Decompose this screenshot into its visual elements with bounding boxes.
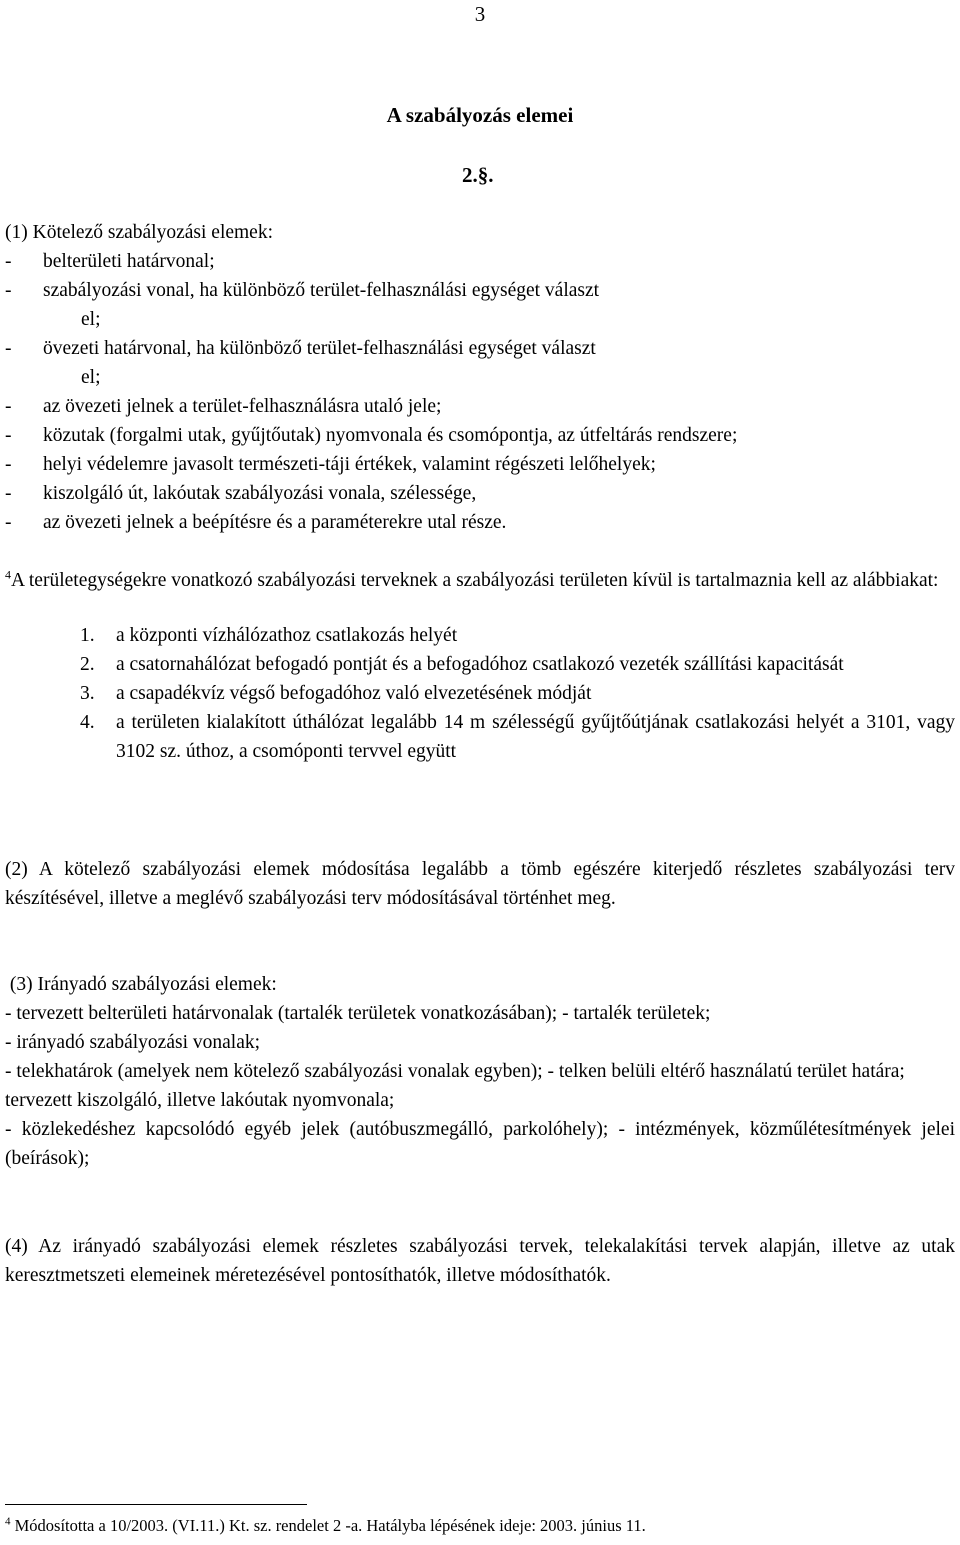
section-title: A szabályozás elemei <box>386 103 574 127</box>
list-dash: - <box>5 425 12 446</box>
list-item <box>5 276 955 305</box>
guideline-line: - tervezett belterületi határvonalak (tartalék területek vonatkozásában); - tartalék területek; <box>5 1003 711 1024</box>
guideline-line: - közlekedéshez kapcsolódó egyéb jelek (autóbuszmegálló, parkolóhely); - intézmények, közműlétesítmények jelei (beírások); <box>5 1119 955 1169</box>
footnote-ref-marker: 4 <box>5 567 11 582</box>
paragraph-1-heading: (1) Kötelező szabályozási elemek: <box>5 222 274 243</box>
paragraph-1 <box>5 218 955 537</box>
note-4-block <box>5 566 955 766</box>
numbered-list <box>5 621 955 766</box>
footnote-text: Módosította a 10/2003. (VI.11.) Kt. sz. rendelet 2 -a. Hatályba lépésének ideje: 2003. június 11. <box>10 1516 646 1535</box>
list-item-text: szabályozási vonal, ha különböző terület-felhasználási egységet választ <box>43 280 600 301</box>
list-item-text: az övezeti jelnek a beépítésre és a paraméterekre utal része. <box>43 512 507 533</box>
footnote-marker: 4 <box>5 1515 11 1528</box>
numbered-item <box>5 621 955 650</box>
guideline-line: - telekhatárok (amelyek nem kötelező szabályozási vonalak egyben); - telken belüli eltérő használatú terület határa; <box>5 1061 905 1082</box>
list-dash: - <box>5 338 12 359</box>
note-4-text: A területegységekre vonatkozó szabályozási terveknek a szabályozási területen kívül is tartalmaznia kell az alábbiakat: <box>11 570 939 591</box>
list-item-text: övezeti határvonal, ha különböző terület-felhasználási egységet választ <box>43 338 596 359</box>
list-item-text: közutak (forgalmi utak, gyűjtőutak) nyomvonala és csomópontja, az útfeltárás rendszere; <box>43 425 738 446</box>
paragraph-2: (2) A kötelező szabályozási elemek módosítása legalább a tömb egészére kiterjedő részletes szabályozási terv készítésével, illetve a meglévő szabályozási terv módosításával történhet meg. <box>5 859 955 909</box>
guideline-line: tervezett kiszolgáló, illetve lakóutak nyomvonala; <box>5 1090 395 1111</box>
list-item <box>5 392 955 421</box>
list-item-text: helyi védelemre javasolt természeti-táji értékek, valamint régészeti lelőhelyek; <box>43 454 656 475</box>
list-item-text: kiszolgáló út, lakóutak szabályozási vonala, szélessége, <box>43 483 477 504</box>
list-dash: - <box>5 483 12 504</box>
note-4-intro <box>5 566 955 595</box>
list-item-text: belterületi határvonal; <box>43 251 215 272</box>
numbered-item <box>5 679 955 708</box>
mandatory-elements-list <box>5 247 955 537</box>
footnote <box>5 1515 646 1537</box>
paragraph-3 <box>5 970 955 1173</box>
item-number: 1. <box>80 625 95 646</box>
list-dash: - <box>5 280 12 301</box>
item-number: 4. <box>80 712 95 733</box>
list-item <box>5 508 955 537</box>
numbered-item <box>5 650 955 679</box>
list-item-continuation: el; <box>81 367 101 388</box>
list-dash: - <box>5 454 12 475</box>
section-number: 2.§. <box>462 163 494 187</box>
list-item <box>5 421 955 450</box>
item-text: a csapadékvíz végső befogadóhoz való elvezetésének módját <box>116 683 592 704</box>
numbered-item <box>5 708 955 766</box>
list-dash: - <box>5 396 12 417</box>
paragraph-4: (4) Az irányadó szabályozási elemek részletes szabályozási tervek, telekalakítási tervek alapján, illetve az utak keresztmetszeti elemeinek méretezésével pontosíthatók, illetve módosíthatók. <box>5 1236 955 1286</box>
list-item <box>5 479 955 508</box>
page-number: 3 <box>474 2 486 26</box>
list-dash: - <box>5 251 12 272</box>
item-text: a csatornahálózat befogadó pontját és a befogadóhoz csatlakozó vezeték szállítási kapacitását <box>116 654 844 675</box>
list-item <box>5 450 955 479</box>
guideline-line: - irányadó szabályozási vonalak; <box>5 1032 261 1053</box>
footnote-separator <box>5 1504 307 1505</box>
item-text: a központi vízhálózathoz csatlakozás helyét <box>116 625 458 646</box>
item-number: 3. <box>80 683 95 704</box>
list-dash: - <box>5 512 12 533</box>
item-number: 2. <box>80 654 95 675</box>
paragraph-3-heading: (3) Irányadó szabályozási elemek: <box>5 974 277 995</box>
list-item <box>5 247 955 276</box>
list-item-continuation: el; <box>81 309 101 330</box>
list-item-text: az övezeti jelnek a terület-felhasználásra utaló jele; <box>43 396 442 417</box>
list-item <box>5 334 955 363</box>
item-text: a területen kialakított úthálózat legalább 14 m szélességű gyűjtőútjának csatlakozási helyét a 3101, vagy 3102 sz. úthoz, a csomóponti tervvel együtt <box>116 712 955 762</box>
